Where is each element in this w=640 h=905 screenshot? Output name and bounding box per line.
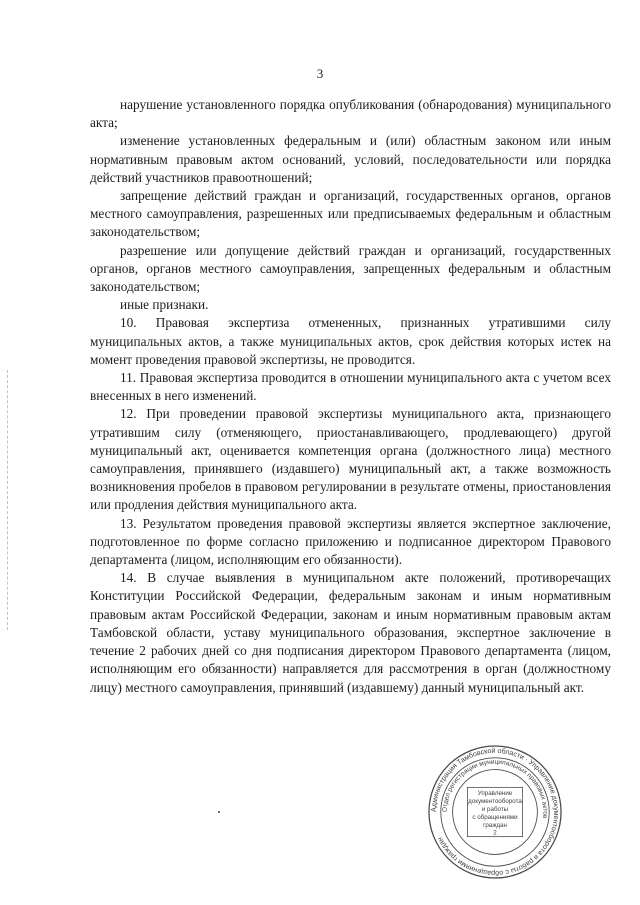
paragraph: иные признаки. (120, 297, 209, 313)
paragraph: запрещение действий граждан и организаций, государственных органов, органов местного самоуправления, разрешенных или предписываемых федеральным и областным законодательством; (90, 188, 611, 240)
page-number: 3 (316, 66, 324, 81)
stamp-center-line: и работы (481, 806, 509, 814)
paragraph: изменение установленных федеральным и (или) областным законом или иным нормативным правовым актом оснований, условий, последовательности или порядка действий участников правоотношений; (90, 133, 611, 185)
paragraph: разрешение или допущение действий граждан и организаций, государственных органов, органов местного самоуправления, запрещенных федеральным и областным законодательством; (90, 242, 611, 295)
paragraph: 14. В случае выявления в муниципальном акте положений, противоречащих Конституции Российской Федерации, федеральным законам и иным нормативным правовым актам Российской Федерации, законам и иным нормативным правовым актам Тамбовской области, уставу муниципального образования, экспертное заключение в течение 2 рабочих дней со дня подписания директором Правового департамента (лицом, исполняющим его обязанности) направляется для рассмотрения в орган (должностному лицу) местного самоуправления, принявший (издавшему) данный муниципальный акт. (90, 570, 611, 695)
stamp-center-line: документооборота (468, 798, 522, 806)
stamp-inner-text: Отдел регистрации муниципальных правовых актов (441, 758, 549, 819)
scan-speck (218, 811, 220, 813)
stamp-outer-text: Администрация Тамбовской области · Управление документооборота и работы с обращениями граждан (429, 746, 561, 878)
paragraph: 12. При проведении правовой экспертизы муниципального акта, признающего утратившим силу (отменяющего, приостанавливающего, продлевающего) другой муниципальный акт, оценивается компетенция органа (должностного лица) местного самоуправления, принявшего (издавшего) муниципальный акт, а также возможность возникновения пробелов в правовом регулировании в результате отмены, приостановления или продления действия муниципального акта. (90, 406, 611, 513)
official-stamp (426, 738, 564, 886)
stamp-center-line: с обращениями (472, 813, 518, 821)
paragraph: 10. Правовая экспертиза отмененных, признанных утратившими силу муниципальных актов, а также муниципальных актов, срок действия которых истек на момент проведения правовой экспертизы, не проводится. (90, 315, 611, 367)
scan-edge-mark (7, 370, 9, 630)
paragraph: нарушение установленного порядка опубликования (обнародования) муниципального акта; (90, 97, 611, 131)
document-body (90, 96, 611, 697)
paragraph: 11. Правовая экспертиза проводится в отношении муниципального акта с учетом всех внесенных в него изменений. (90, 370, 611, 404)
paragraph: 13. Результатом проведения правовой экспертизы является экспертное заключение, подготовленное по форме согласно приложению и подписанное директором Правового департамента (лицом, исполняющим его обязанности). (90, 515, 611, 568)
stamp-center-line: граждан (483, 821, 507, 829)
stamp-center-line: 2 (493, 829, 497, 837)
stamp-center-line: Управление (477, 790, 513, 798)
